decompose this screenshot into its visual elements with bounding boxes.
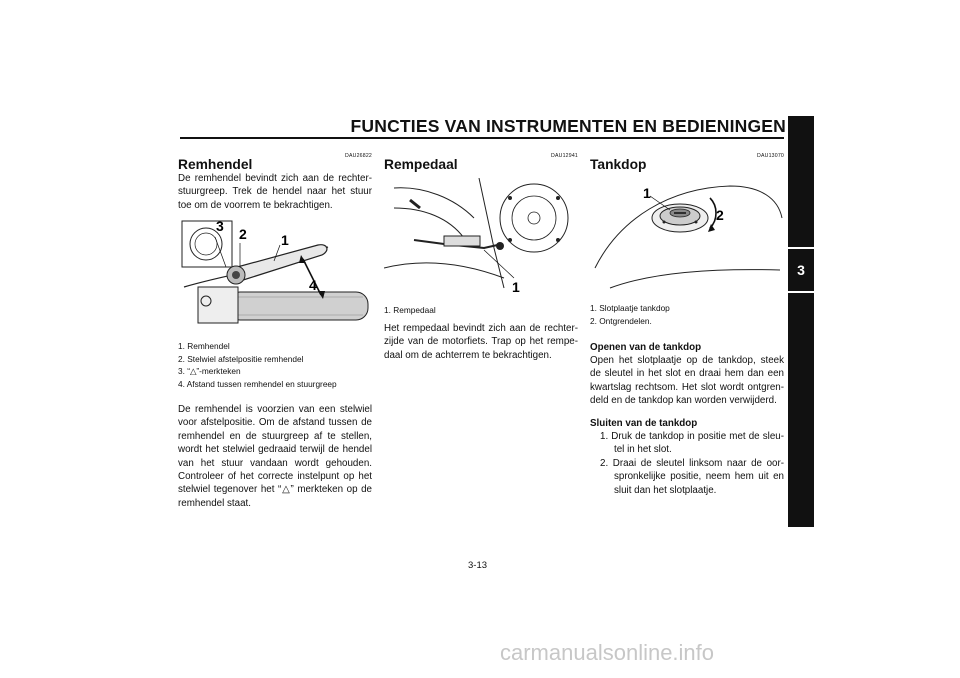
callout-2: 2 (239, 226, 247, 242)
figure-captions (178, 340, 372, 390)
callout-1: 1 (281, 232, 289, 248)
open-text: Open het slotplaatje op de tankdop, steek de sleutel in het slot en draai hem dan een kwartslag rechtsom. Het slot wordt ontgren-deld en de tankdop kan worden verwijderd. (590, 355, 784, 407)
page-number: 3-13 (468, 560, 488, 571)
caption-item: 2. Ontgrendelen. (590, 315, 652, 326)
close-heading: Sluiten van de tankdop (590, 418, 698, 429)
caption-item: 2. Stelwiel afstelpositie remhendel (178, 353, 304, 364)
close-step: 1. Druk de tankdop in positie met de sleu-tel in het slot. (600, 431, 784, 456)
callout-4: 4 (309, 277, 317, 293)
caption-item: 3. “△”-merkteken (178, 366, 241, 377)
chapter-tab: 3 (788, 249, 814, 291)
section-heading: Tankdop (590, 157, 647, 172)
page-title: FUNCTIES VAN INSTRUMENTEN EN BEDIENINGEN (350, 116, 786, 136)
title-rule (180, 137, 784, 139)
figure-captions (384, 304, 578, 317)
section-code: DAU12941 (551, 153, 578, 159)
open-heading: Openen van de tankdop (590, 342, 702, 353)
brake-pedal-figure (384, 178, 578, 296)
chapter-tab-bar-bottom (788, 293, 814, 527)
callout-2: 2 (716, 207, 724, 223)
figure-captions (590, 302, 784, 327)
callout-3: 3 (216, 218, 224, 234)
close-steps (590, 430, 784, 497)
caption-item: 1. Remhendel (178, 341, 230, 351)
fuel-cap-figure (590, 178, 784, 296)
section-intro: De remhendel bevindt zich aan de rechter-stuurgreep. Trek de hendel naar het stuur toe om de voorrem te bekrachtigen. (178, 173, 372, 211)
watermark: carmanualsonline.info (500, 640, 715, 665)
caption-item: 1. Rempedaal (384, 305, 436, 315)
section-heading: Remhendel (178, 157, 253, 172)
caption-item: 1. Slotplaatje tankdop (590, 303, 670, 313)
section-heading: Rempedaal (384, 157, 458, 172)
callout-1: 1 (643, 185, 651, 201)
section-body: De remhendel is voorzien van een stelwiel voor afstelpositie. Om de afstand tussen de remhendel en de stuurgreep af te stellen, wordt het stelwiel gedraaid terwijl de hendel van het stuur vandaan wordt gehouden. Controleer of het correcte instelpunt op het stelwiel tegenover het “△” merkteken op de remhendel staat. (178, 404, 372, 509)
close-step: 2. Draai de sleutel linksom naar de oor-spronkelijke positie, neem hem uit en sluit dan het slotplaatje. (600, 457, 784, 496)
section-code: DAU26822 (345, 153, 372, 159)
brake-lever-figure (178, 217, 372, 335)
callout-1: 1 (512, 279, 520, 295)
section-body: Het rempedaal bevindt zich aan de rechter-zijde van de motorfiets. Trap op het rempe-daal om de achterrem te bekrachtigen. (384, 323, 578, 361)
caption-item: 4. Afstand tussen remhendel en stuurgreep (178, 378, 337, 389)
chapter-tab-bar-top (788, 116, 814, 247)
section-code: DAU13070 (757, 153, 784, 159)
